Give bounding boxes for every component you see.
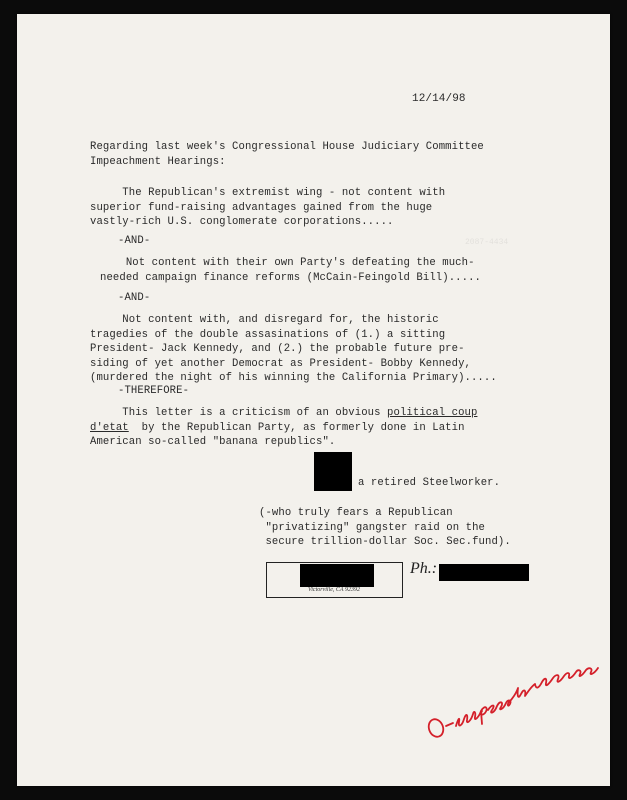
show-through-mark: 2087-4434 [465,238,509,247]
paragraph-1: The Republican's extremist wing - not content with superior fund-raising advantages gained from the huge vastly-rich U.S. conglomerate corporations..... [90,187,446,228]
paragraph-4-line3: American so-called "banana republics". [90,436,336,448]
letter-date: 12/14/98 [412,93,466,105]
and-separator-1: -AND- [118,235,151,247]
paragraph-4 [90,406,477,450]
redacted-phone-box [439,564,529,581]
redacted-name-box [314,452,352,491]
redacted-address-box [300,564,374,587]
subject-line: Regarding last week's Congressional House Judiciary Committee Impeachment Hearings: [90,141,484,168]
parenthetical-note: (-who truly fears a Republican "privatizing" gangster raid on the secure trillion-dollar Soc. Sec.fund). [259,507,511,548]
paragraph-4-lead: This letter is a criticism of an obvious [90,407,388,419]
paragraph-2: Not content with their own Party's defeating the much- needed campaign finance reforms (McCain-Feingold Bill)..... [100,257,481,284]
letter-page [17,14,610,786]
stamp-city: Victorville, CA 92392 [308,587,360,593]
underlined-phrase: political coup [387,407,478,419]
paragraph-4-line2: by the Republican Party, as formerly done in Latin [128,421,465,434]
handwritten-annotation [422,664,612,744]
and-separator-2: -AND- [118,292,151,304]
phone-label: Ph.: [410,560,438,577]
paragraph-3: Not content with, and disregard for, the historic tragedies of the double assasinations of (1.) a sitting President- Jack Kennedy, and (2.) the probable future pre- siding of yet another Democrat as President- Bobby Kennedy, (murdered the night of his winning the California Primary)..... [90,314,497,384]
signature-line: a retired Steelworker. [358,477,501,489]
therefore-separator: -THEREFORE- [118,385,190,397]
underlined-phrase-2: d'etat [90,421,129,434]
